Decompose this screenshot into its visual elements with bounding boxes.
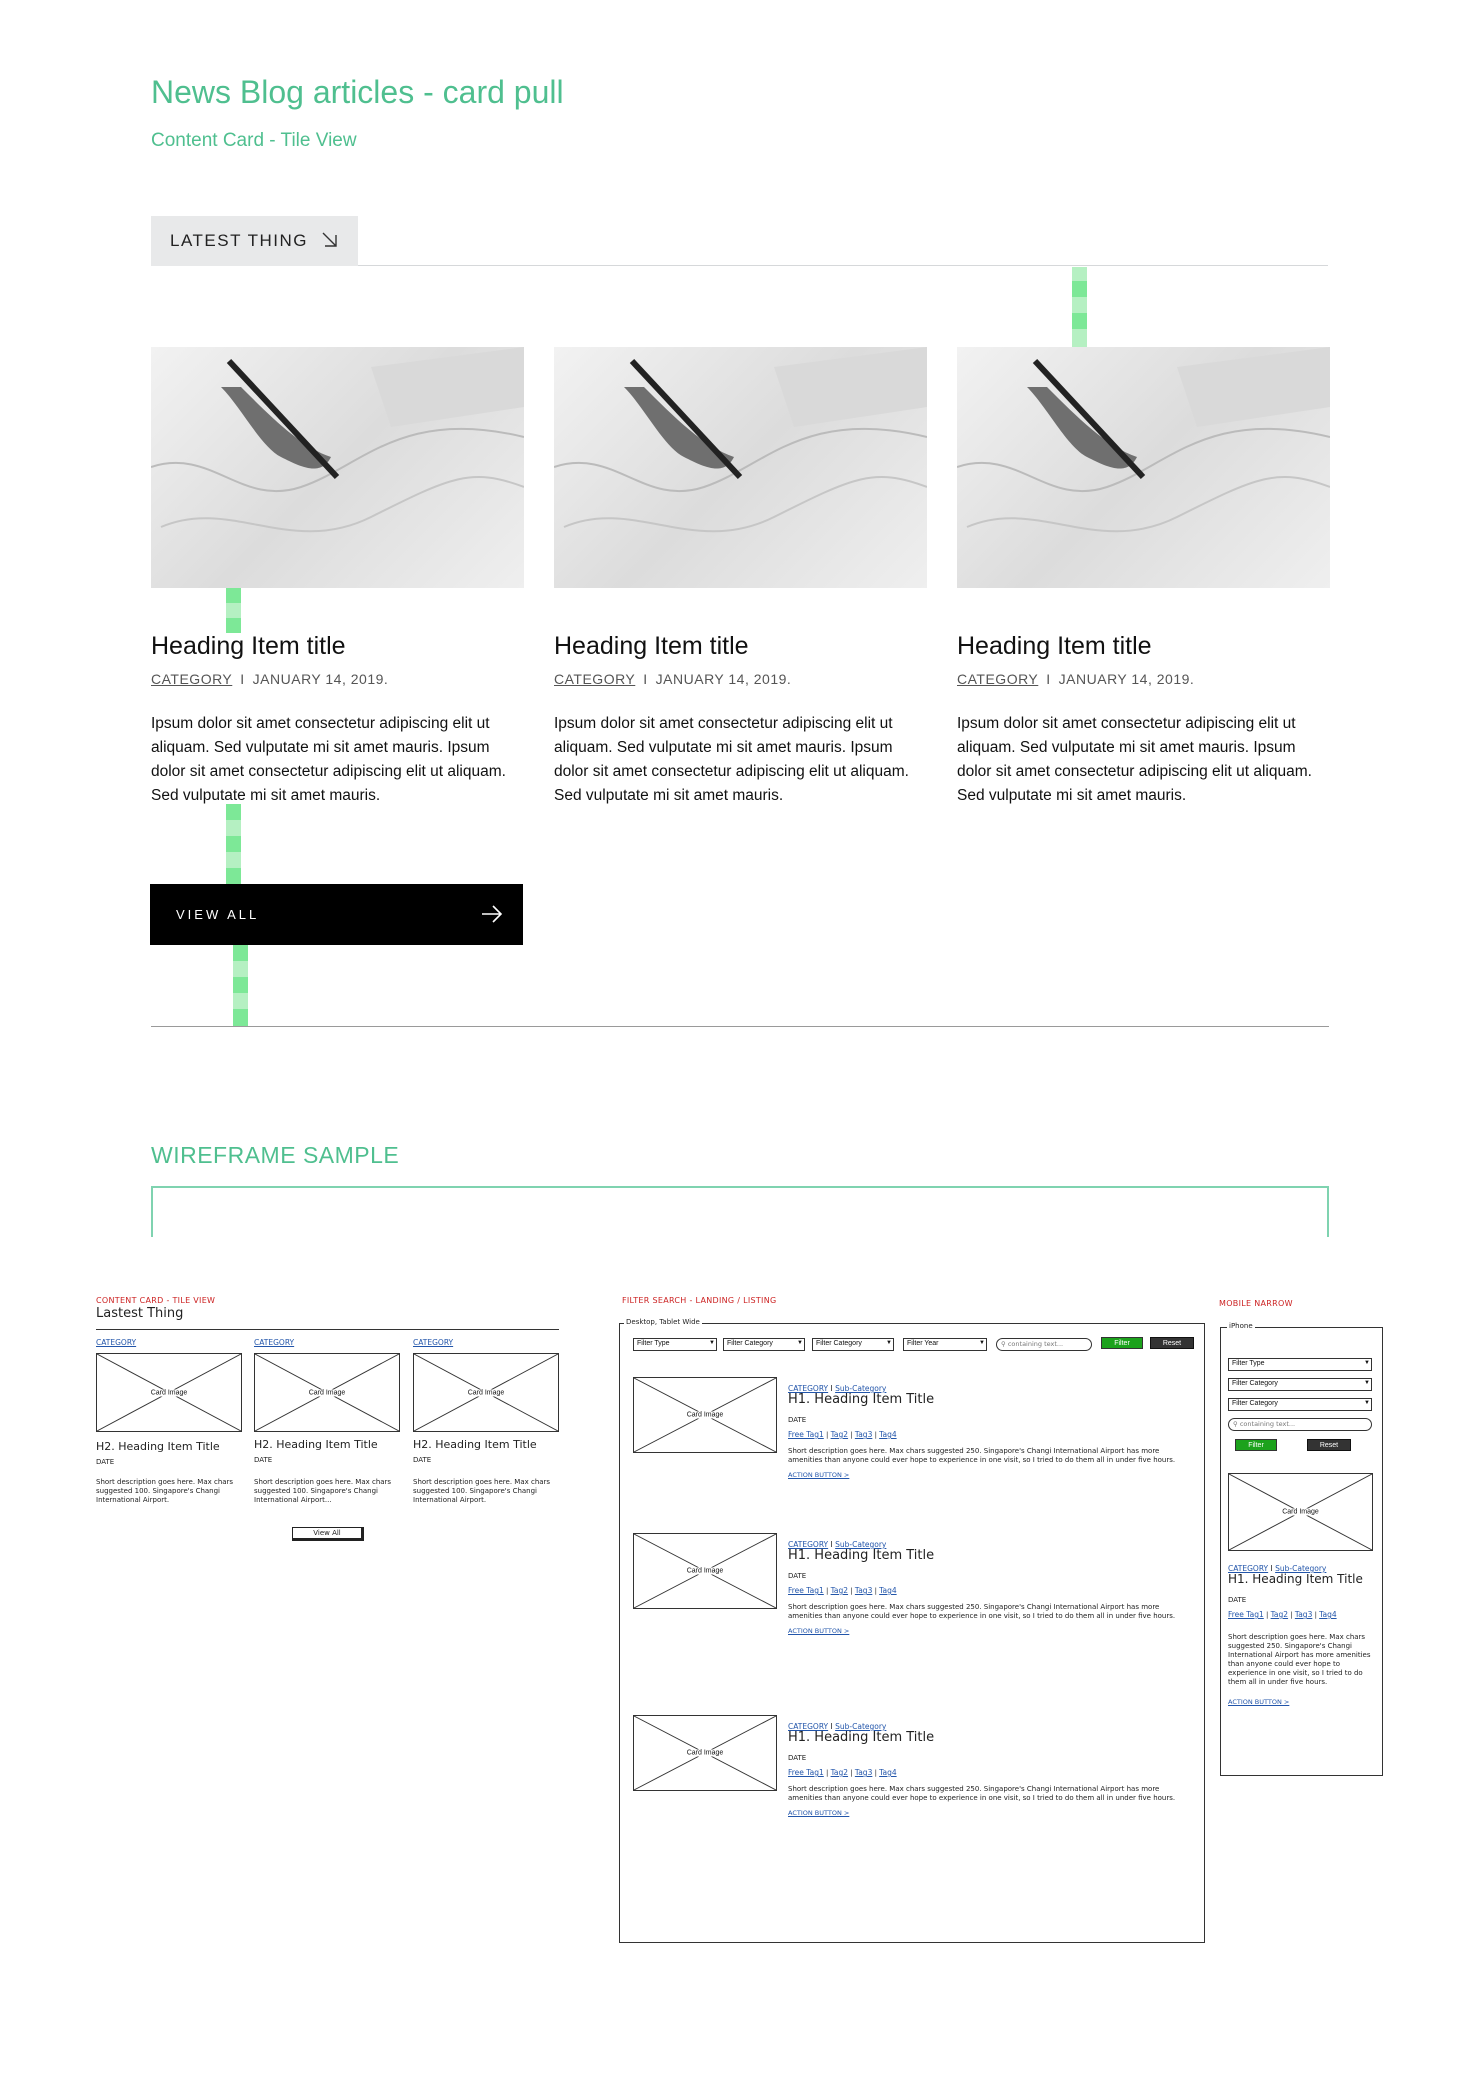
wf-mobile-action-button[interactable]: ACTION BUTTON > (1228, 1698, 1290, 1706)
wf-listing-action-button[interactable]: ACTION BUTTON > (788, 1471, 850, 1479)
spacing-marker (233, 993, 248, 1009)
wf-listing-desc: Short description goes here. Max chars suggested 250. Singapore's Changi International Airport has more amenities than anyone could ever hope to experience in one visit, so I tried to do them all in under five hours. (788, 1447, 1176, 1464)
wf-mobile-category-row: CATEGORY I Sub-Category (1228, 1564, 1327, 1573)
wf-listing-date: DATE (788, 1416, 807, 1424)
spacing-marker (226, 836, 241, 852)
view-all-label: VIEW ALL (176, 907, 260, 922)
tab-underline (358, 265, 1328, 266)
wf-subcategory-link[interactable]: Sub-Category (1275, 1564, 1327, 1573)
wf-card-image-placeholder: Card Image (633, 1377, 777, 1453)
spacing-marker (226, 820, 241, 836)
wf-tag-link[interactable]: Tag3 (854, 1768, 873, 1777)
card-image (957, 347, 1330, 588)
wf-mobile-reset-button[interactable]: Reset (1307, 1439, 1351, 1451)
page-title: News Blog articles - card pull (151, 74, 564, 110)
wf-tile-heading: Lastest Thing (96, 1306, 184, 1321)
wf-tag-link[interactable]: Tag2 (830, 1430, 849, 1439)
meta-separator: I (643, 671, 648, 687)
wf-card-image-placeholder: Card Image (633, 1715, 777, 1791)
wf-tile-desc: Short description goes here. Max chars suggested 100. Singapore's Changi International Airport. (413, 1478, 551, 1504)
wf-tag-link[interactable]: Tag4 (879, 1586, 897, 1595)
spacing-marker (233, 977, 248, 993)
section-tab-label: LATEST THING (170, 231, 308, 250)
card-image (151, 347, 524, 588)
card-date: JANUARY 14, 2019. (252, 671, 389, 687)
wf-tile-category[interactable]: CATEGORY (96, 1338, 137, 1347)
wf-filter-select[interactable]: Filter Category ▼ (723, 1338, 805, 1351)
arrow-down-right-icon (320, 230, 340, 250)
spacing-marker (226, 852, 241, 868)
wf-tag-link[interactable]: Tag3 (854, 1586, 873, 1595)
wf-listing-date: DATE (788, 1572, 807, 1580)
wf-tag-link[interactable]: Tag2 (830, 1768, 849, 1777)
wf-subcategory-link[interactable]: Sub-Category (835, 1384, 887, 1393)
wireframe-bracket (151, 1186, 1329, 1237)
card-description: Ipsum dolor sit amet consectetur adipiscing elit ut aliquam. Sed vulputate mi sit amet mauris. Ipsum dolor sit amet consectetur adipiscing elit ut aliquam. Sed vulputate mi sit amet mauris. (957, 715, 1312, 804)
wf-tile-date: DATE (96, 1458, 115, 1466)
wf-listing-action-button[interactable]: ACTION BUTTON > (788, 1809, 850, 1817)
wf-tile-category[interactable]: CATEGORY (413, 1338, 454, 1347)
wf-mobile-date: DATE (1228, 1596, 1247, 1604)
wf-mobile-frame (1220, 1327, 1383, 1776)
content-card[interactable] (151, 347, 524, 808)
wf-listing-category-row: CATEGORY I Sub-Category (788, 1540, 887, 1549)
wf-mobile-tags: Free Tag1 | Tag2 | Tag3 | Tag4 (1228, 1610, 1337, 1619)
wf-listing-tags: Free Tag1 | Tag2 | Tag3 | Tag4 (788, 1768, 897, 1777)
wf-mobile-filter-select[interactable]: Filter Category ▼ (1228, 1398, 1372, 1411)
card-category-link[interactable]: CATEGORY (151, 671, 233, 687)
wf-listing-title: H1. Heading Item Title (788, 1730, 935, 1745)
wf-listing-date: DATE (788, 1754, 807, 1762)
wf-filter-select[interactable]: Filter Type ▼ (633, 1338, 717, 1351)
wf-category-link[interactable]: CATEGORY (1228, 1564, 1269, 1573)
spacing-marker (233, 945, 248, 961)
wf-mobile-filter-select[interactable]: Filter Type ▼ (1228, 1358, 1372, 1371)
wf-listing-desc: Short description goes here. Max chars suggested 250. Singapore's Changi International Airport has more amenities than anyone could ever hope to experience in one visit, so I tried to do them all in under five hours. (788, 1603, 1176, 1620)
search-icon: ⚲ (1001, 1340, 1006, 1348)
wf-filter-select[interactable]: Filter Year ▼ (903, 1338, 987, 1351)
view-all-button[interactable] (150, 884, 523, 945)
spacing-marker (233, 1009, 248, 1026)
wf-mobile-filter-select[interactable]: Filter Category ▼ (1228, 1378, 1372, 1391)
wf-tag-link[interactable]: Tag3 (854, 1430, 873, 1439)
meta-separator: I (1046, 671, 1051, 687)
wf-tag-link[interactable]: Free Tag1 (788, 1430, 824, 1439)
wf-listing-label: FILTER SEARCH - LANDING / LISTING (622, 1296, 777, 1305)
card-description: Ipsum dolor sit amet consectetur adipiscing elit ut aliquam. Sed vulputate mi sit amet mauris. Ipsum dolor sit amet consectetur adipiscing elit ut aliquam. Sed vulputate mi sit amet mauris. (151, 715, 506, 804)
wireframe-section-title: WIREFRAME SAMPLE (151, 1142, 400, 1168)
wf-tile-date: DATE (254, 1456, 273, 1464)
wf-tile-category[interactable]: CATEGORY (254, 1338, 295, 1347)
wf-tile-label: CONTENT CARD - TILE VIEW (96, 1296, 216, 1305)
spacing-marker (1072, 267, 1087, 281)
wf-listing-category-row: CATEGORY I Sub-Category (788, 1384, 887, 1393)
wf-listing-desc: Short description goes here. Max chars suggested 250. Singapore's Changi International Airport has more amenities than anyone could ever hope to experience in one visit, so I tried to do them all in under five hours. (788, 1785, 1176, 1802)
search-icon: ⚲ (1233, 1420, 1238, 1428)
card-category-link[interactable]: CATEGORY (957, 671, 1039, 687)
wf-listing-action-button[interactable]: ACTION BUTTON > (788, 1627, 850, 1635)
wf-listing-title: H1. Heading Item Title (788, 1392, 935, 1407)
card-heading[interactable]: Heading Item title (151, 632, 346, 660)
wf-tag-link[interactable]: Tag4 (879, 1430, 897, 1439)
wf-tile-title: H2. Heading Item Title (413, 1438, 537, 1451)
wf-listing-tags: Free Tag1 | Tag2 | Tag3 | Tag4 (788, 1586, 897, 1595)
section-divider (151, 1026, 1329, 1027)
spacing-marker (1072, 297, 1087, 313)
content-card[interactable] (554, 347, 927, 808)
wf-tag-link[interactable]: Tag3 (1294, 1610, 1313, 1619)
card-heading[interactable]: Heading Item title (554, 632, 749, 660)
wf-tile-rule (96, 1329, 559, 1330)
wf-tag-link[interactable]: Free Tag1 (788, 1586, 824, 1595)
wf-reset-button[interactable]: Reset (1150, 1337, 1194, 1349)
meta-separator: I (240, 671, 245, 687)
spacing-marker (1072, 329, 1087, 347)
wf-tile-desc: Short description goes here. Max chars suggested 100. Singapore's Changi International Airport... (254, 1478, 392, 1504)
wf-filter-select[interactable]: Filter Category ▼ (812, 1338, 894, 1351)
wf-tile-desc: Short description goes here. Max chars suggested 100. Singapore's Changi International Airport. (96, 1478, 234, 1504)
spacing-marker (1072, 281, 1087, 297)
spacing-marker (233, 961, 248, 977)
wf-mobile-label: MOBILE NARROW (1219, 1299, 1293, 1308)
wf-mobile-title: H1. Heading Item Title (1228, 1572, 1363, 1586)
section-tab[interactable] (151, 216, 358, 266)
wf-card-image-placeholder: Card Image (413, 1353, 559, 1432)
wf-card-image-placeholder: Card Image (254, 1353, 400, 1432)
wf-mobile-search-input[interactable]: ⚲ containing text... (1228, 1418, 1372, 1431)
wf-mobile-frame-label: iPhone (1229, 1322, 1253, 1330)
wf-view-all-button[interactable]: View All (292, 1527, 364, 1541)
wf-tag-link[interactable]: Tag4 (1319, 1610, 1337, 1619)
wf-listing-tags: Free Tag1 | Tag2 | Tag3 | Tag4 (788, 1430, 897, 1439)
spacing-marker (226, 868, 241, 884)
wf-tag-link[interactable]: Tag2 (1270, 1610, 1289, 1619)
wf-tile-title: H2. Heading Item Title (96, 1440, 220, 1453)
wf-tile-date: DATE (413, 1456, 432, 1464)
arrow-right-icon (481, 904, 503, 924)
wf-mobile-filter-button[interactable]: Filter (1235, 1439, 1277, 1451)
card-date: JANUARY 14, 2019. (655, 671, 792, 687)
wf-mobile-desc: Short description goes here. Max chars suggested 250. Singapore's Changi International Airport has more amenities than anyone could ever hope to experience in one visit, so I tried to do them all in under five hours. (1228, 1633, 1371, 1686)
wf-frame-label: Desktop, Tablet Wide (626, 1318, 700, 1326)
wf-category-link[interactable]: CATEGORY (788, 1540, 829, 1549)
wf-subcategory-link[interactable]: Sub-Category (835, 1540, 887, 1549)
wf-tag-link[interactable]: Tag2 (830, 1586, 849, 1595)
wf-card-image-placeholder: Card Image (633, 1533, 777, 1609)
spacing-marker (1072, 313, 1087, 329)
wf-listing-title: H1. Heading Item Title (788, 1548, 935, 1563)
wf-listing-category-row: CATEGORY I Sub-Category (788, 1722, 887, 1731)
wf-tag-link[interactable]: Free Tag1 (1228, 1610, 1264, 1619)
wf-tag-link[interactable]: Tag4 (879, 1768, 897, 1777)
page-subtitle: Content Card - Tile View (151, 130, 357, 151)
wf-tile-title: H2. Heading Item Title (254, 1438, 378, 1451)
wf-category-link[interactable]: CATEGORY (788, 1722, 829, 1731)
content-card[interactable] (957, 347, 1330, 808)
card-date: JANUARY 14, 2019. (1058, 671, 1195, 687)
wf-subcategory-link[interactable]: Sub-Category (835, 1722, 887, 1731)
wf-filter-button[interactable]: Filter (1101, 1337, 1143, 1349)
wf-category-link[interactable]: CATEGORY (788, 1384, 829, 1393)
wf-card-image-placeholder: Card Image (1228, 1473, 1373, 1551)
card-image (554, 347, 927, 588)
card-description: Ipsum dolor sit amet consectetur adipiscing elit ut aliquam. Sed vulputate mi sit amet mauris. Ipsum dolor sit amet consectetur adipiscing elit ut aliquam. Sed vulputate mi sit amet mauris. (554, 715, 909, 804)
wf-card-image-placeholder: Card Image (96, 1353, 242, 1432)
card-category-link[interactable]: CATEGORY (554, 671, 636, 687)
wf-search-input[interactable]: ⚲ containing text... (996, 1338, 1092, 1351)
card-heading[interactable]: Heading Item title (957, 632, 1152, 660)
wf-tag-link[interactable]: Free Tag1 (788, 1768, 824, 1777)
